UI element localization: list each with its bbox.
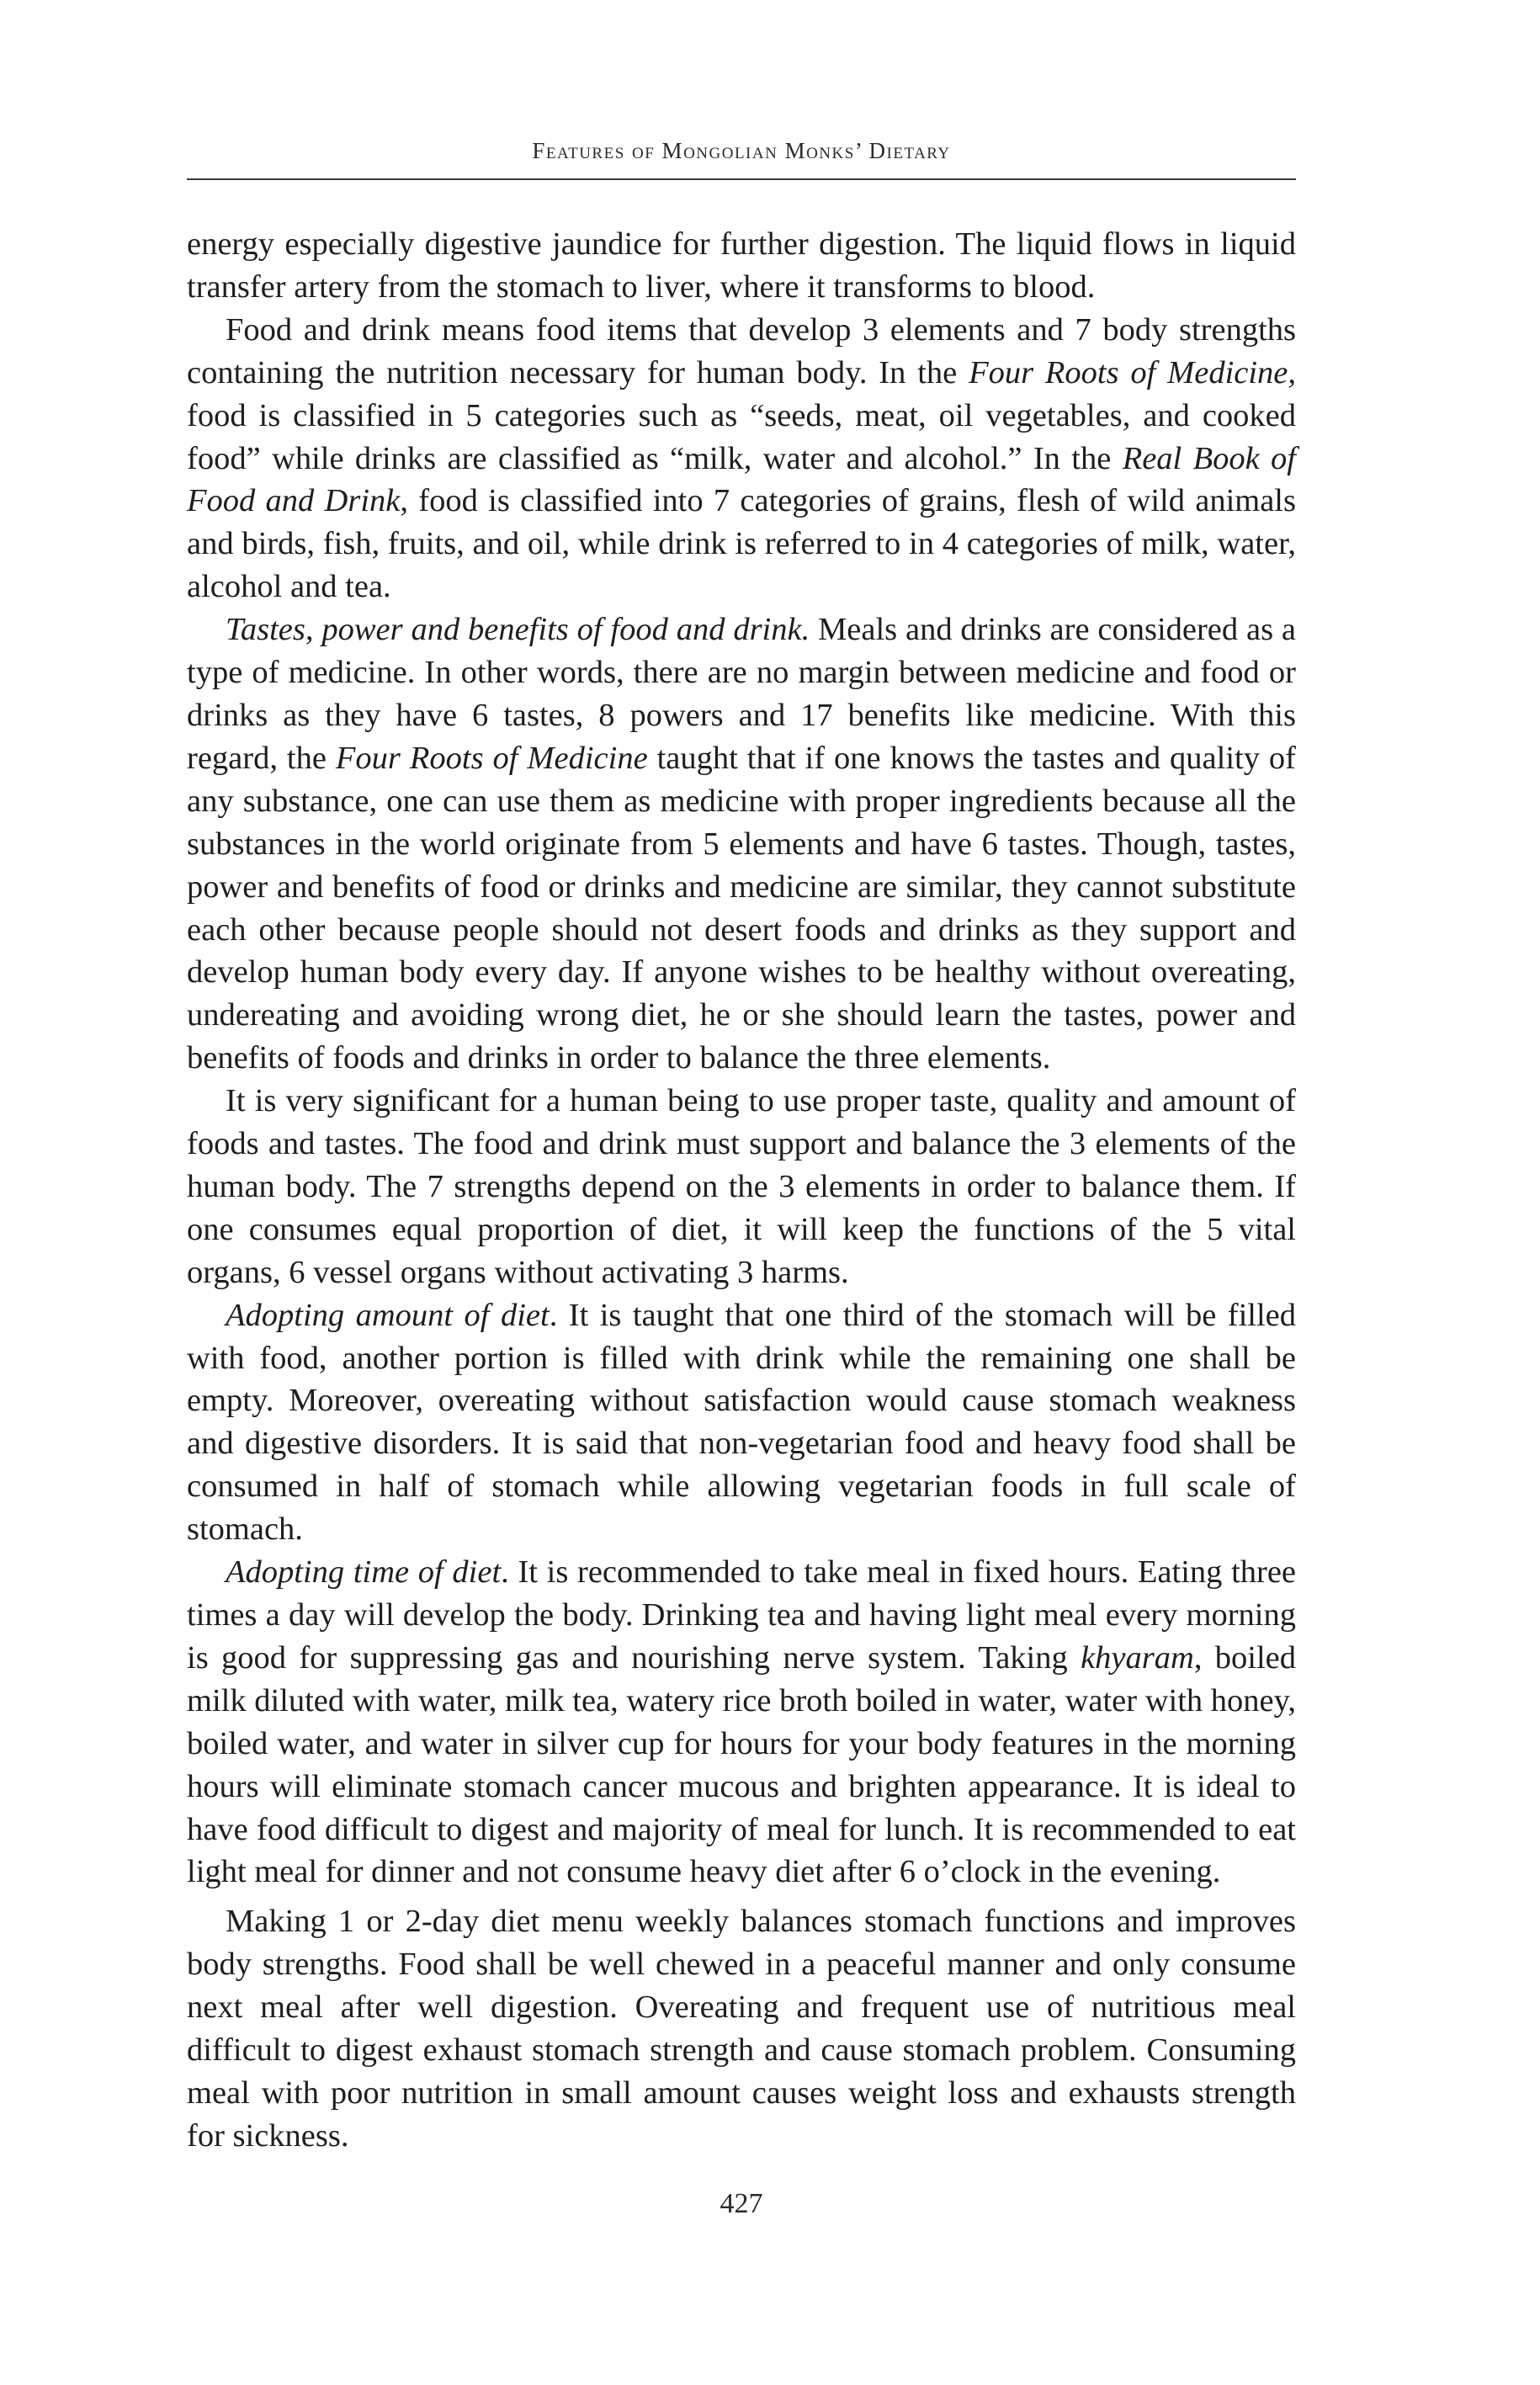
book-title-real-book: Real Book of Food and Drink xyxy=(187,440,1296,519)
book-title-four-roots: Four Roots of Medicine, xyxy=(969,354,1297,390)
section-run-in-heading: Tastes, power and benefits of food and drink. xyxy=(226,612,810,648)
paragraph-text: Meals and drinks are considered as a type of medicine. In other words, there are no margin between medicine and food or drinks as they have 6 tastes, 8 powers and 17 benefits like medicine. With this regard, the xyxy=(187,612,1296,776)
paragraph-text: , food is classified into 7 categories of grains, flesh of wild animals and birds, fish, fruits, and oil, while drink is referred to in 4 categories of milk, water, alcohol and tea. xyxy=(187,483,1296,605)
running-head-title: Features of Mongolian Monks’ Dietary xyxy=(532,138,951,163)
paragraph-text: Making 1 or 2-day diet menu weekly balances stomach functions and improves body strengths. Food shall be well chewed in a peaceful manner and only consume next meal after well digestion. Overeating and frequent use of nutritious meal difficult to digest exhaust stomach strength and cause stomach problem. Consuming meal with poor nutrition in small amount causes weight loss and exhausts strength for sickness. xyxy=(187,1904,1296,2154)
paragraph-text: energy especially digestive jaundice for further digestion. The liquid flows in liquid transfer artery from the stomach to liver, where it transforms to blood. xyxy=(187,226,1296,305)
paragraph-diet-menu xyxy=(187,1900,1296,2157)
term-khyaram: khyaram xyxy=(1081,1639,1194,1676)
book-title-four-roots: Four Roots of Medicine xyxy=(335,740,648,776)
section-run-in-heading: Adopting time of diet xyxy=(226,1554,502,1591)
paragraph-text: food is classified in 5 categories such as “seeds, meat, oil vegetables, and cooked food” while drinks are classified as “milk, water and alcohol.” In the xyxy=(187,397,1296,476)
paragraph-tastes-power-benefits xyxy=(187,608,1296,1080)
paragraph-text: Food and drink means food items that develop 3 elements and 7 body strengths containing the nutrition necessary for human body. In the xyxy=(187,311,1296,390)
section-run-in-heading: Adopting amount of diet xyxy=(226,1297,550,1333)
paragraph-text: taught that if one knows the tastes and quality of any substance, one can use them as medicine with proper ingredients because all the substances in the world originate from 5 elements and have 6 tastes. Though, tastes, power and benefits of food or drinks and medicine are similar, they cannot substitute each other because people should not desert foods and drinks as they support and develop human body every day. If anyone wishes to be healthy without overeating, undereating and avoiding wrong diet, he or she should learn the tastes, power and benefits of foods and drinks in order to balance the three elements. xyxy=(187,740,1296,1076)
paragraph-proper-taste xyxy=(187,1080,1296,1294)
paragraph-food-and-drink xyxy=(187,309,1296,608)
paragraph-text: , boiled milk diluted with water, milk tea, watery rice broth boiled in water, water with honey, boiled water, and water in silver cup for hours for your body features in the morning hours will eliminate stomach cancer mucous and brighten appearance. It is ideal to have food difficult to digest and majority of meal for lunch. It is recommended to eat light meal for dinner and not consume heavy diet after 6 o’clock in the evening. xyxy=(187,1639,1297,1890)
page-number: 427 xyxy=(720,2188,763,2219)
paragraph-text: It is very significant for a human being to use proper taste, quality and amount of foods and tastes. The food and drink must support and balance the 3 elements of the human body. The 7 strengths depend on the 3 elements in order to balance them. If one consumes equal proportion of diet, it will keep the functions of the 5 vital organs, 6 vessel organs without activating 3 harms. xyxy=(187,1083,1296,1290)
header-rule xyxy=(187,178,1296,180)
paragraph-continuation xyxy=(187,223,1296,309)
paragraph-text: . It is recommended to take meal in fixed hours. Eating three times a day will develop the body. Drinking tea and having light meal every morning is good for suppressing gas and nourishing nerve system. Taking xyxy=(187,1554,1297,1676)
paragraph-text: . It is taught that one third of the stomach will be filled with food, another portion is filled with drink while the remaining one shall be empty. Moreover, overeating without satisfaction would cause stomach weakness and digestive disorders. It is said that non-vegetarian food and heavy food shall be consumed in half of stomach while allowing vegetarian foods in full scale of stomach. xyxy=(187,1297,1296,1548)
page-body xyxy=(187,223,1296,2158)
paragraph-time-of-diet xyxy=(187,1551,1296,1894)
paragraph-amount-of-diet xyxy=(187,1294,1296,1551)
